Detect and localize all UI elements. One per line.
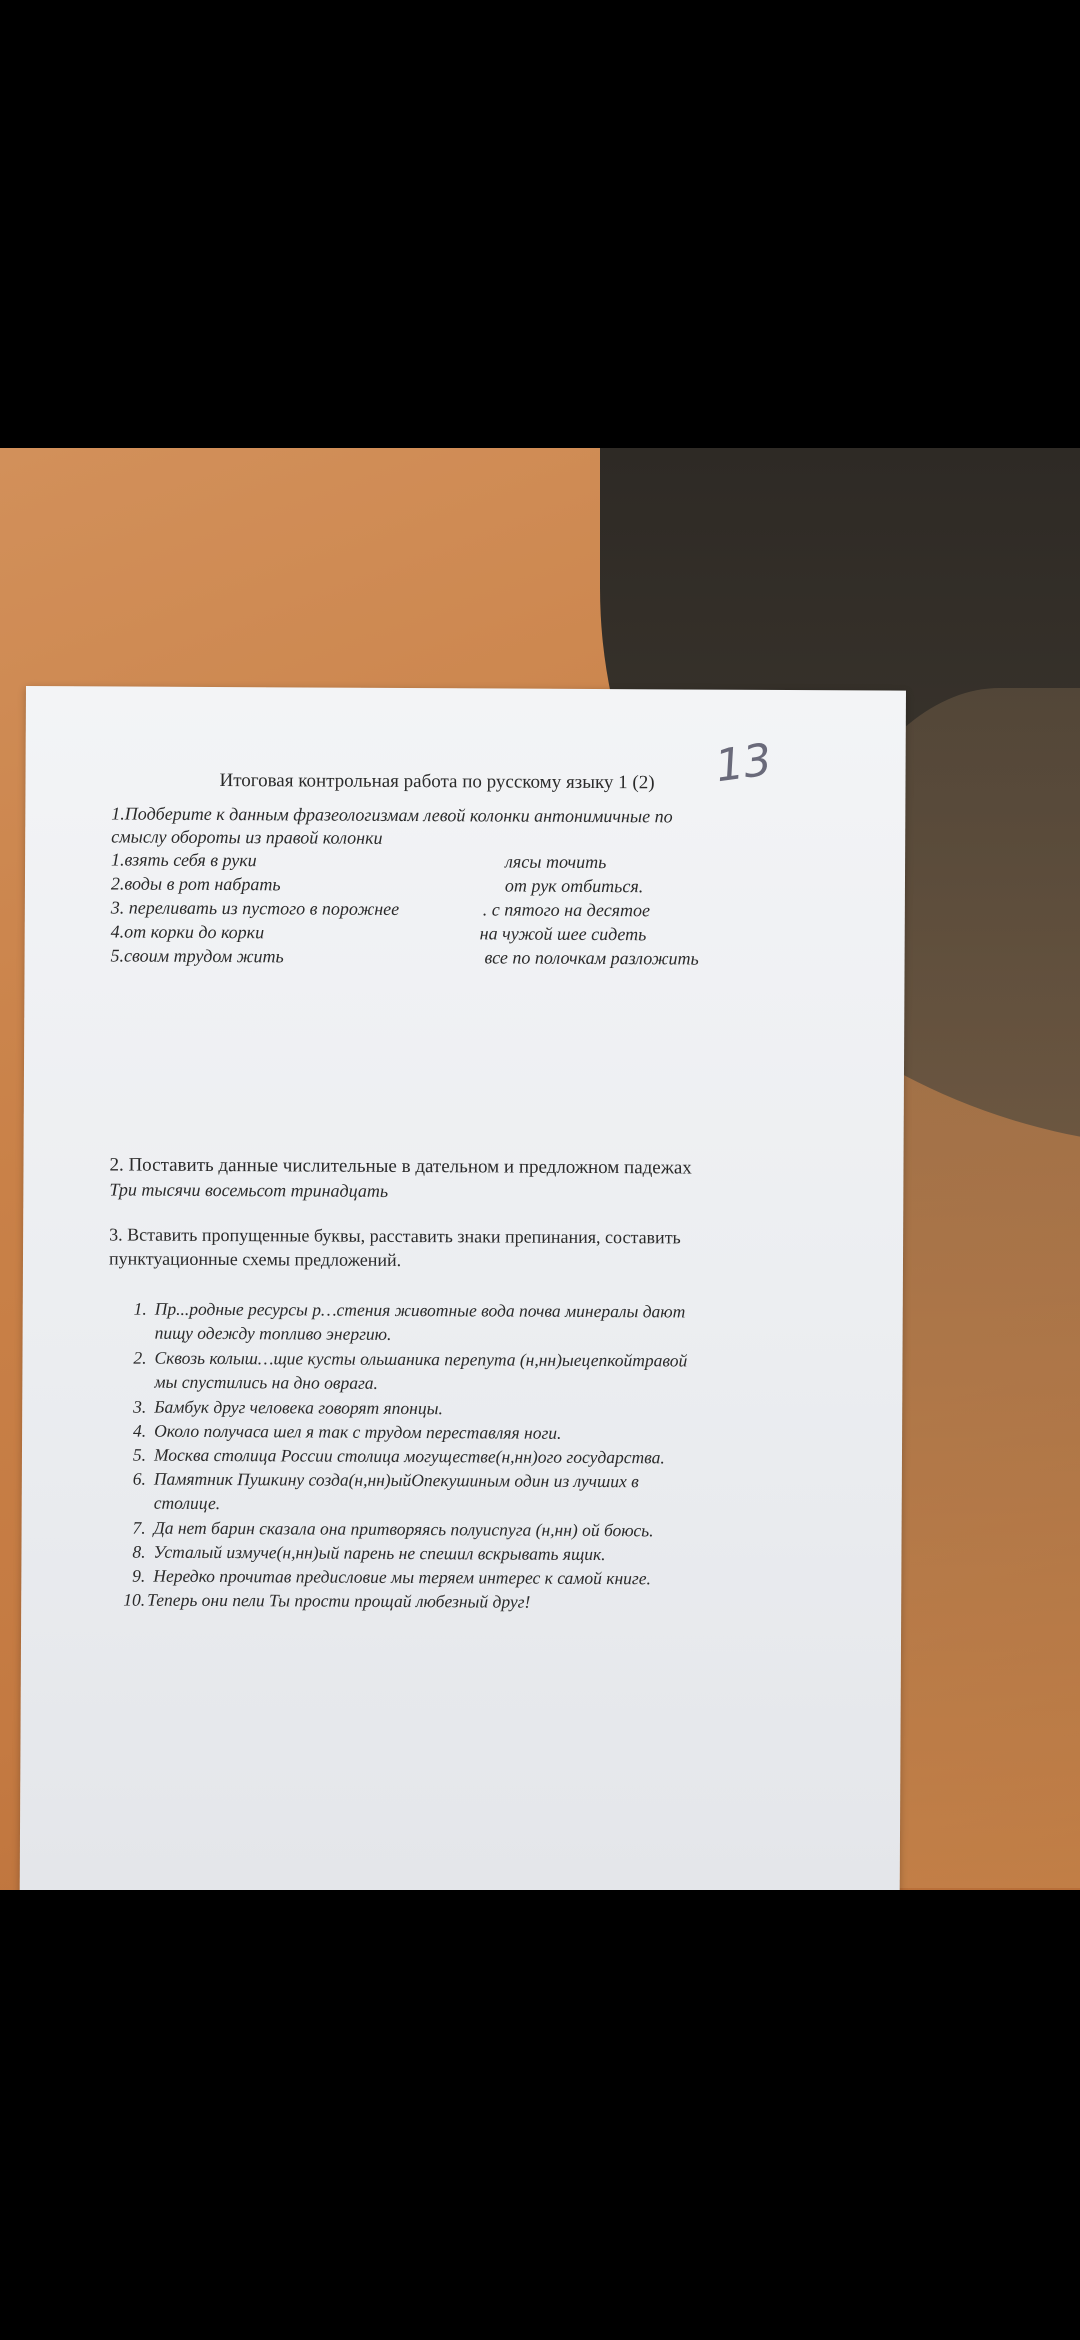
sentence-number: 5. [132,1444,147,1465]
task1-left-item: 5.своим трудом жить [110,945,284,967]
task1-instruction: 1.Подберите к данным фразеологизмам левой колонки антонимичные по [111,803,673,827]
sentence-text: Сквозь колыш…щие кусты ольшаника перепута (н,нн)ыецепкойтравой [154,1347,688,1371]
sentence-number: 7. [132,1517,146,1538]
sentence-text: столице. [153,1492,221,1514]
photo-background [0,448,1080,1890]
task1-left-item: 1.взять себя в руки [111,849,257,871]
task1-instruction-cont: смыслу обороты из правой колонки [111,826,383,848]
task1-right-item: . с пятого на десятое [482,899,651,921]
sentence-text: Теперь они пели Ты прости прощай любезный друг! [147,1589,531,1612]
handwritten-grade: 13 [712,734,775,793]
sentence-number: 9. [132,1565,146,1586]
task1-right-item: лясы точить [505,851,607,873]
sentence-number: 10. [123,1589,146,1610]
task1-right-item: все по полочкам разложить [484,947,699,969]
task3-instruction-cont: пунктуационные схемы предложений. [108,1248,402,1270]
task2-instruction: 2. Поставить данные числительные в дательном и предложном падежах [109,1154,692,1179]
sentence-text: Пр...родные ресурсы р…стения животные вода почва минералы дают [154,1298,686,1322]
sentence-text: мы спустились на дно оврага. [154,1371,379,1393]
worksheet-title: Итоговая контрольная работа по русскому языку 1 (2) [219,770,655,794]
sentence-number: 4. [132,1420,147,1441]
sentence-number: 2. [133,1347,147,1368]
task1-right-item: от рук отбиться. [504,875,644,897]
sentence-text: Около получаса шел я так с трудом переставляя ноги. [154,1420,562,1443]
sentence-text: Усталый измуче(н,нн)ый парень не спешил вскрывать ящик. [153,1541,606,1565]
task1-left-item: 4.от корки до корки [110,921,265,943]
task1-left-item: 2.воды в рот набрать [110,873,281,895]
task2-number: Три тысячи восемьсот тринадцать [109,1179,389,1201]
sentence-text: Бамбук друг человека говорят японцы. [154,1396,443,1419]
sentence-number: 6. [132,1468,146,1489]
sentence-text: Нередко прочитав предисловие мы теряем интерес к самой книге. [153,1565,651,1589]
sentence-text: Да нет барин сказала она притворяясь полуиспуга (н,нн) ой боюсь. [153,1517,654,1541]
task1-right-item: на чужой шее сидеть [479,923,647,945]
sentence-text: Москва столица России столица могуществе(н,нн)ого государства. [153,1444,665,1468]
worksheet-paper [20,686,906,1890]
sentence-number: 1. [133,1298,147,1319]
sentence-text: пищу одежду топливо энергию. [154,1322,392,1344]
sentence-number: 3. [133,1396,147,1417]
task1-left-item: 3. переливать из пустого в порожнее [110,897,400,919]
task3-instruction: 3. Вставить пропущенные буквы, расставить знаки препинания, составить [109,1224,681,1248]
sentence-text: Памятник Пушкину созда(н,нн)ыйОпекушиным один из лучших в [153,1468,639,1492]
sentence-number: 8. [132,1541,146,1562]
